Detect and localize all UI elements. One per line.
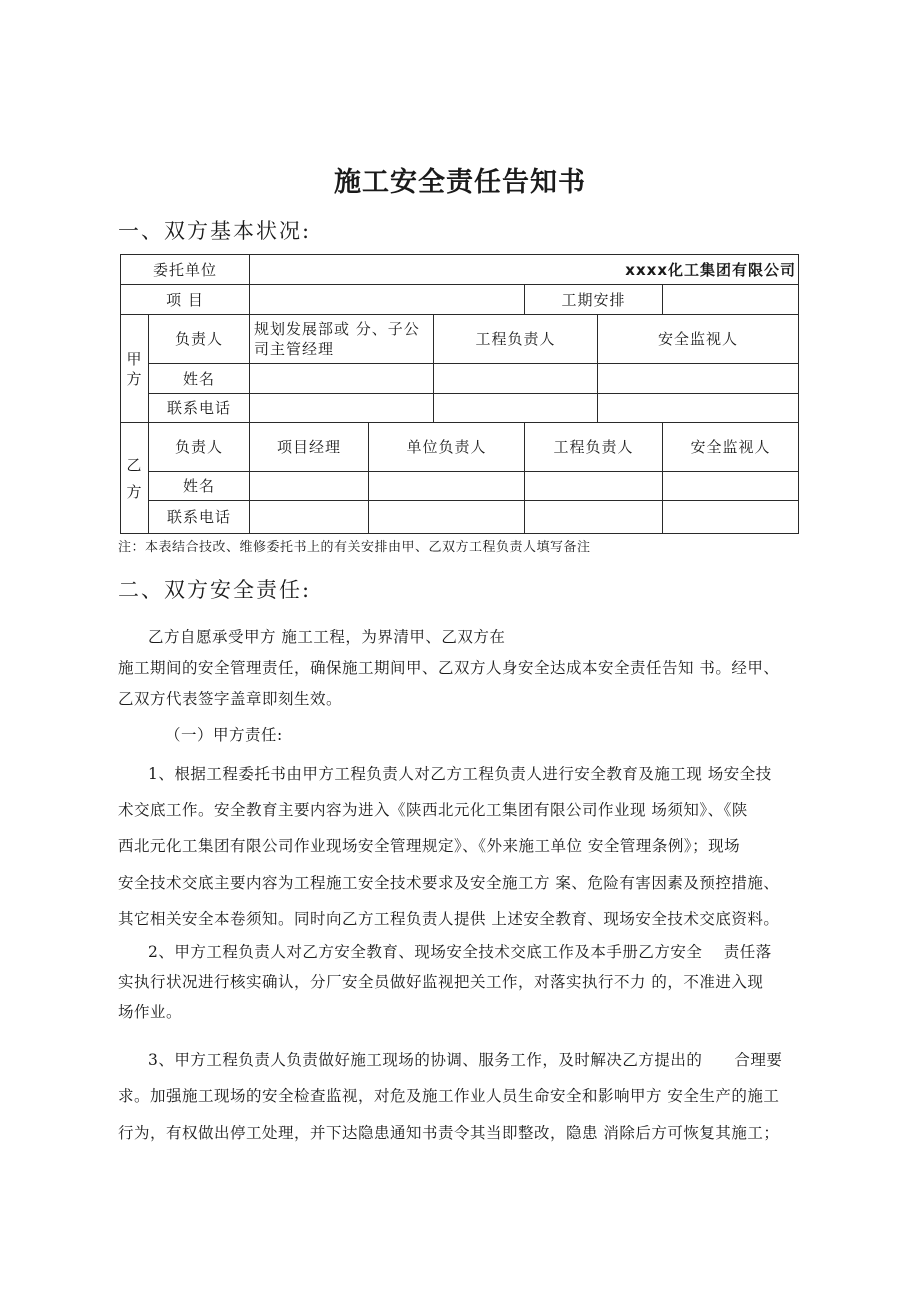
paragraph-line: 乙方自愿承受甲方 施工工程，为界清甲、乙双方在 <box>148 628 506 646</box>
subsection-heading: （一）甲方责任: <box>165 726 283 744</box>
party-a-safety-header: 安全监视人 <box>597 314 799 364</box>
table-note: 注：本表结合技改、维修委托书上的有关安排由甲、乙双方工程负责人填写备注 <box>118 540 591 555</box>
paragraph-line: 施工期间的安全管理责任，确保施工期间甲、乙双方人身安全达成本安全责任告知 书。经甲、 <box>118 659 780 677</box>
party-b-pm-name[interactable] <box>249 471 369 501</box>
party-b-engineer-header: 工程负责人 <box>524 422 663 472</box>
party-a-engineer-name[interactable] <box>433 363 598 394</box>
party-b-responsible-label: 负责人 <box>148 422 250 472</box>
paragraph-line: 其它相关安全本卷须知。同时向乙方工程负责人提供 上述安全教育、现场安全技术交底资料。 <box>118 910 780 928</box>
client-label: 委托单位 <box>120 254 250 285</box>
party-a-manager-header: 规划发展部或 分、子公司主管经理 <box>249 314 434 364</box>
party-a-responsible-label: 负责人 <box>148 314 250 364</box>
paragraph-line: 行为，有权做出停工处理，并下达隐患通知书责令其当即整改，隐患 消除后方可恢复其施工； <box>118 1124 780 1142</box>
party-b-unit-name[interactable] <box>368 471 525 501</box>
party-b-phone-label: 联系电话 <box>148 500 250 534</box>
paragraph-line: 2、甲方工程负责人对乙方安全教育、现场安全技术交底工作及本手册乙方安全 责任落 <box>148 943 772 961</box>
party-a-char-1: 甲 <box>126 349 143 368</box>
paragraph-line: 3、甲方工程负责人负责做好施工现场的协调、服务工作，及时解决乙方提出的 合理要 <box>148 1051 783 1069</box>
party-b-char-2: 方 <box>126 482 143 501</box>
schedule-label: 工期安排 <box>524 284 663 315</box>
paragraph-line: 1、根据工程委托书由甲方工程负责人对乙方工程负责人进行安全教育及施工现 场安全技 <box>148 765 772 783</box>
party-a-engineer-header: 工程负责人 <box>433 314 598 364</box>
paragraph-line: 乙双方代表签字盖章即刻生效。 <box>118 690 343 708</box>
project-value[interactable] <box>249 284 525 315</box>
paragraph-line: 场作业。 <box>118 1003 183 1021</box>
project-label: 项 目 <box>120 284 250 315</box>
paragraph-line: 实执行状况进行核实确认，分厂安全员做好监视把关工作，对落实执行不力 的，不准进入现 <box>118 973 764 991</box>
party-b-pm-header: 项目经理 <box>249 422 369 472</box>
party-a-char-2: 方 <box>126 369 143 388</box>
party-b-safety-header: 安全监视人 <box>662 422 799 472</box>
party-a-engineer-phone[interactable] <box>433 393 598 423</box>
schedule-value[interactable] <box>662 284 799 315</box>
section-heading-1: 一、双方基本状况: <box>118 219 312 243</box>
party-b-safety-name[interactable] <box>662 471 799 501</box>
party-a-name-label: 姓名 <box>148 363 250 394</box>
party-b-name-label: 姓名 <box>148 471 250 501</box>
paragraph-line: 西北元化工集团有限公司作业现场安全管理规定》、《外来施工单位 安全管理条例》；现场 <box>118 837 741 855</box>
party-a-phone-label: 联系电话 <box>148 393 250 423</box>
party-b-safety-phone[interactable] <box>662 500 799 534</box>
party-a-label <box>120 314 149 423</box>
party-b-char-1: 乙 <box>126 455 143 474</box>
client-value: xxxx化工集团有限公司 <box>249 254 799 285</box>
paragraph-line: 求。加强施工现场的安全检查监视，对危及施工作业人员生命安全和影响甲方 安全生产的施工 <box>118 1087 780 1105</box>
party-b-pm-phone[interactable] <box>249 500 369 534</box>
party-b-unit-header: 单位负责人 <box>368 422 525 472</box>
party-a-manager-phone[interactable] <box>249 393 434 423</box>
document-title: 施工安全责任告知书 <box>334 167 586 198</box>
paragraph-line: 术交底工作。安全教育主要内容为进入《陕西北元化工集团有限公司作业现 场须知》、《陕 <box>118 801 748 819</box>
paragraph-line: 安全技术交底主要内容为工程施工安全技术要求及安全施工方 案、危险有害因素及预控措施、 <box>118 874 780 892</box>
party-a-safety-name[interactable] <box>597 363 799 394</box>
party-b-engineer-name[interactable] <box>524 471 663 501</box>
party-b-label <box>120 422 149 534</box>
party-a-safety-phone[interactable] <box>597 393 799 423</box>
section-heading-2: 二、双方安全责任: <box>118 578 312 602</box>
party-b-engineer-phone[interactable] <box>524 500 663 534</box>
party-b-unit-phone[interactable] <box>368 500 525 534</box>
party-a-manager-name[interactable] <box>249 363 434 394</box>
